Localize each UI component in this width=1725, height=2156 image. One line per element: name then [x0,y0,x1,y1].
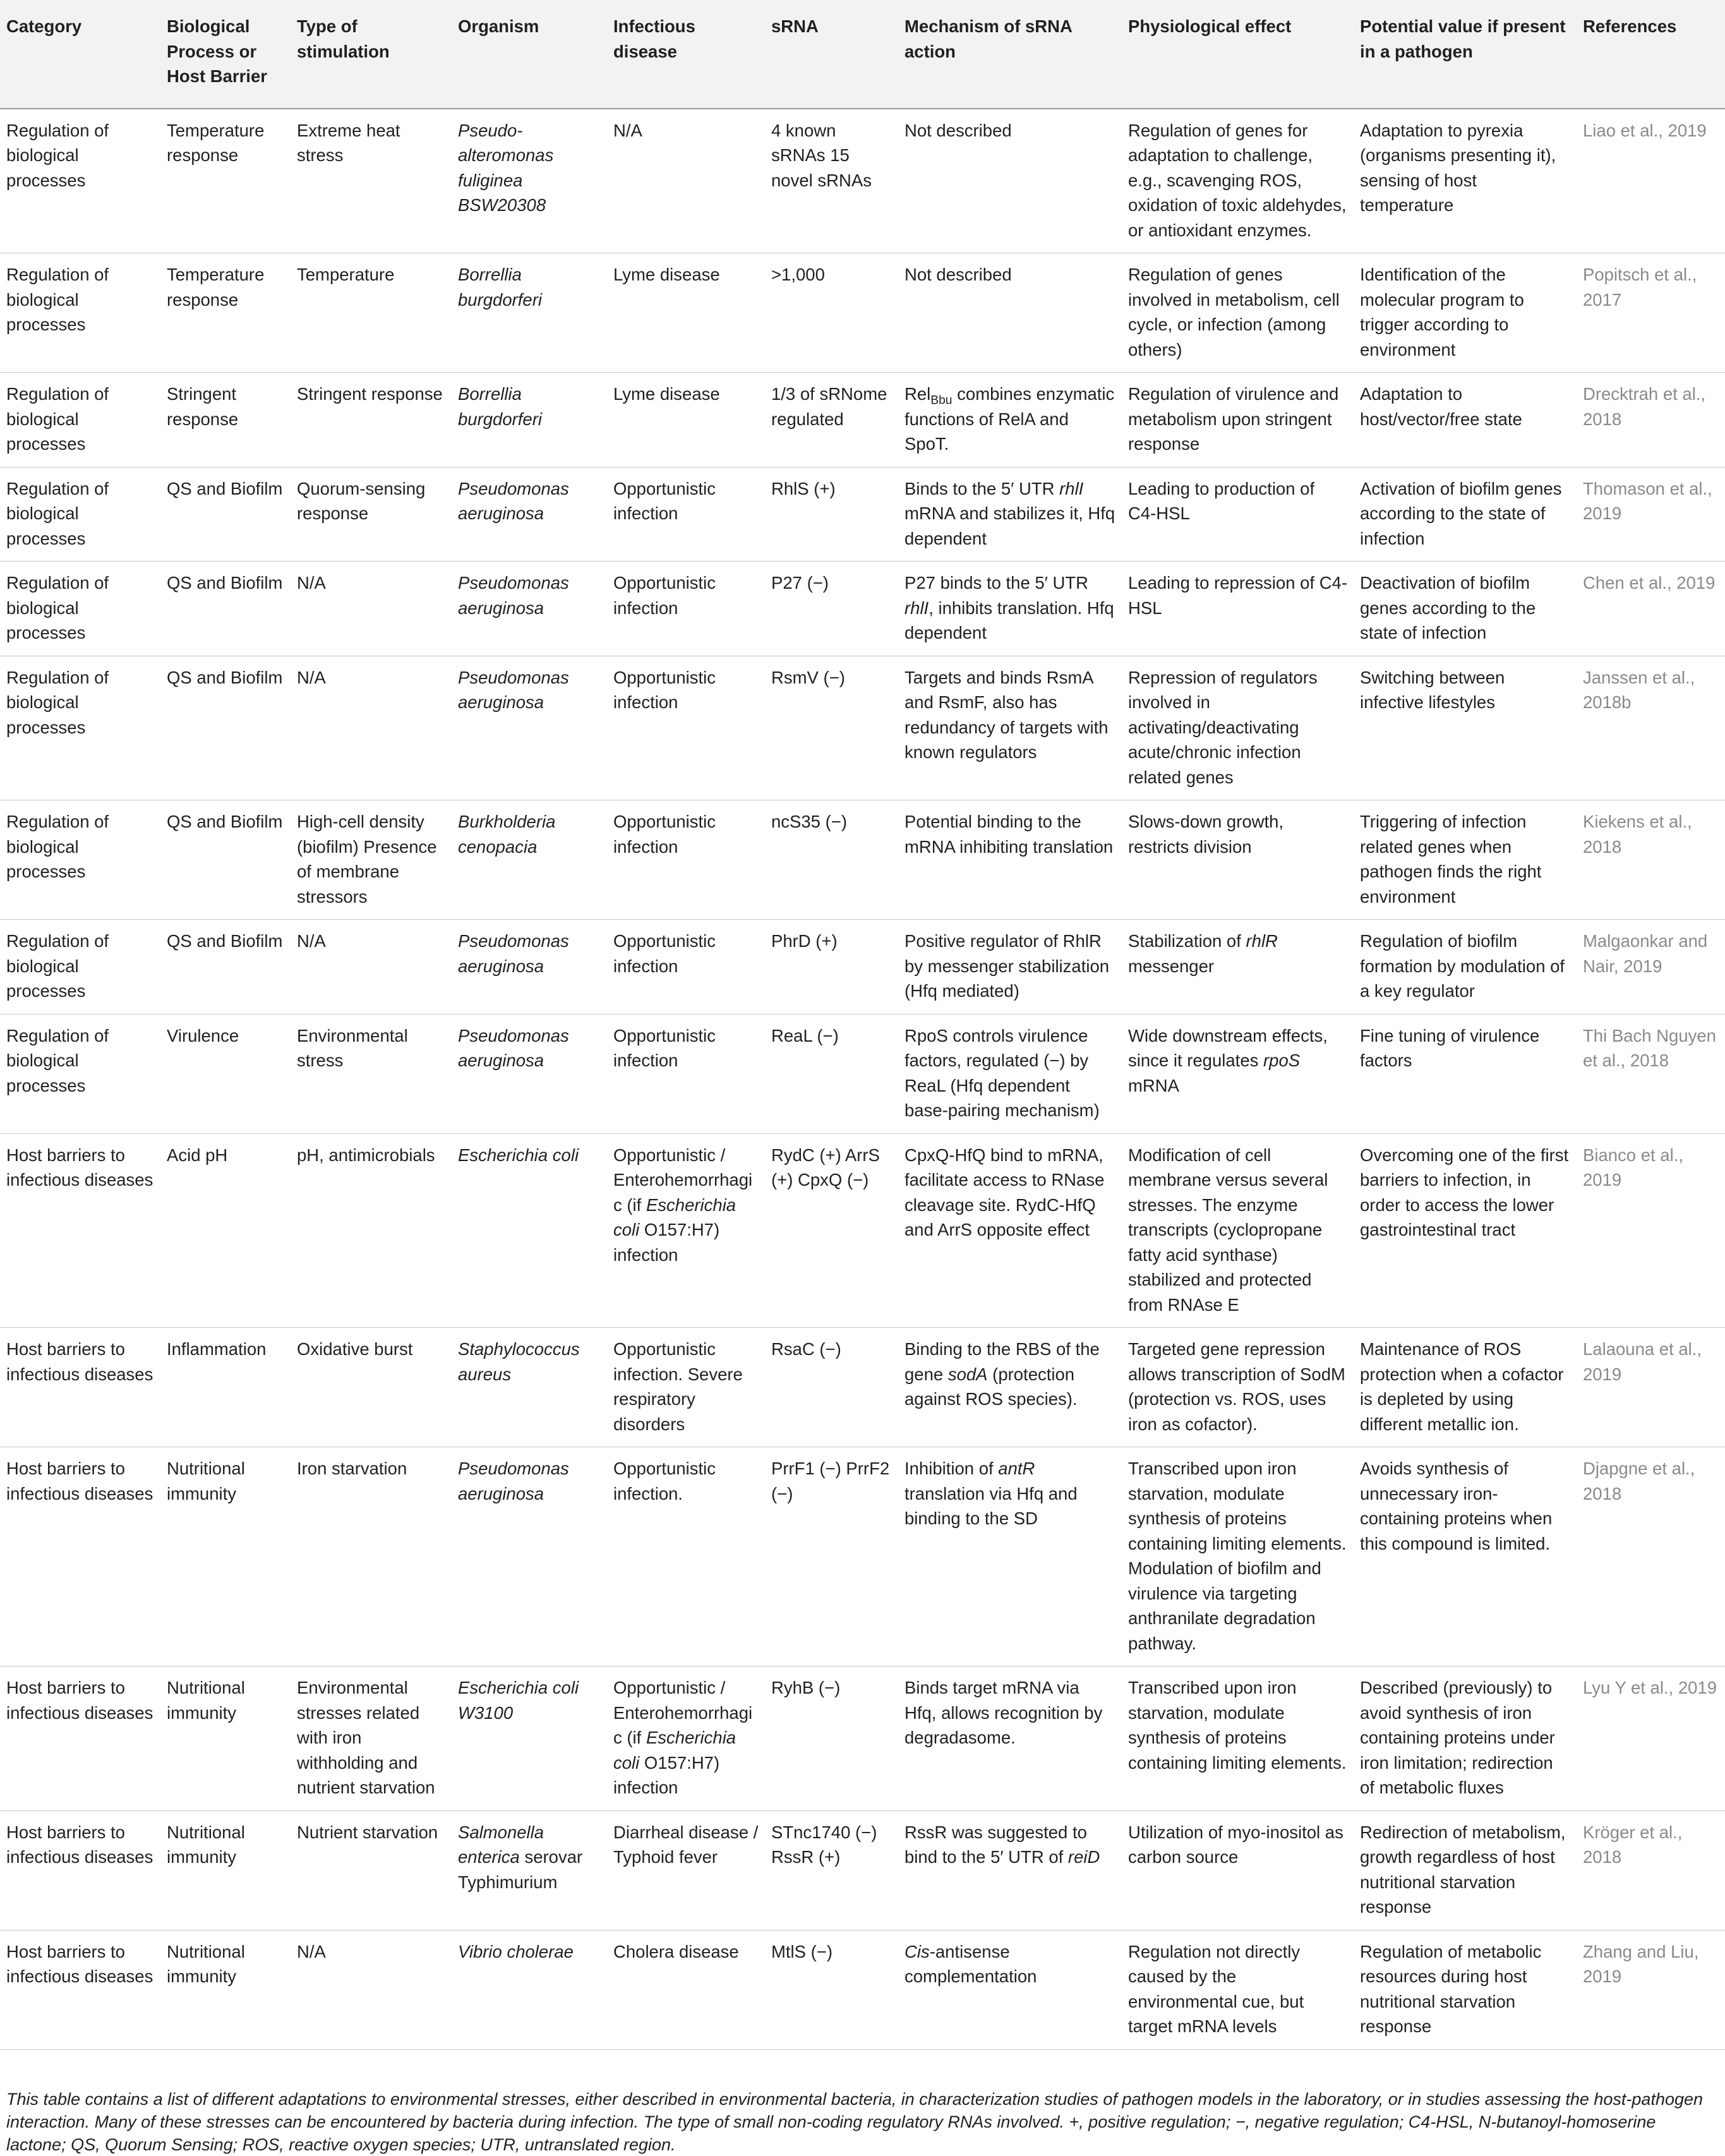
cell-value: Avoids synthesis of unnecessary iron-containing proteins when this compound is limited. [1360,1459,1553,1553]
mechanism-text-a: Inhibition of [905,1459,999,1478]
cell-value: Deactivation of biofilm genes according to the state of infection [1360,573,1536,642]
cell-organism: Pseudo-alteromonas fuliginea BSW20308 [458,120,554,215]
cell-reference: Malgaonkar and Nair, 2019 [1583,931,1708,976]
cell-disease: Cholera disease [613,1941,739,1961]
cell-srna: ReaL (−) [771,1025,839,1045]
cell-reference: Lalaouna et al., 2019 [1583,1339,1702,1384]
cell-effect: Regulation of genes for adaptation to challenge, e.g., scavenging ROS, oxidation of toxic aldehydes, or antioxidant enzymes. [1128,120,1347,240]
cell-mechanism [898,467,1122,562]
cell-process: Nutritional immunity [167,1459,245,1503]
cell-process: Nutritional immunity [167,1822,245,1867]
table-row [0,656,1725,800]
cell-stimulation: Oxidative burst [297,1339,413,1359]
cell-category: Regulation of biological processes [6,812,109,881]
header-stimulation: Type of stimulation [291,0,452,109]
cell-value: Adaptation to pyrexia (organisms presenting it), sensing of host temperature [1360,120,1556,215]
cell-reference: Liao et al., 2019 [1583,120,1707,140]
cell-organism: Pseudomonas aeruginosa [458,1459,569,1503]
mechanism-gene: reiD [1067,1847,1100,1867]
header-organism: Organism [452,0,607,109]
cell-effect: Transcribed upon iron starvation, modulate synthesis of proteins containing limiting elements. [1128,1678,1347,1773]
cell-mechanism [898,1930,1122,2049]
cell-srna: RyhB (−) [771,1678,841,1697]
effect-text-a: Stabilization of [1128,931,1246,951]
header-value: Potential value if present in a pathogen [1354,0,1577,109]
cell-stimulation: N/A [297,1941,326,1961]
cell-organism: Borrellia burgdorferi [458,384,542,429]
mechanism-gene: rhlI [905,598,929,618]
mechanism-subscript: Bbu [930,394,953,407]
cell-value: Redirection of metabolism, growth regardless of host nutritional starvation response [1360,1822,1566,1917]
cell-organism: Escherichia coli W3100 [458,1678,579,1723]
disease-organism: Escherichia coli [613,1195,736,1239]
cell-reference: Thomason et al., 2019 [1583,478,1712,523]
table-row [0,1447,1725,1666]
cell-disease [607,1666,765,1811]
cell-process: Nutritional immunity [167,1941,245,1986]
cell-effect: Slows-down growth, restricts division [1128,812,1284,857]
cell-reference: Drecktrah et al., 2018 [1583,384,1706,429]
cell-category: Regulation of biological processes [6,478,109,548]
cell-organism: Pseudomonas aeruginosa [458,931,569,976]
cell-srna: RhlS (+) [771,478,836,498]
cell-stimulation: Iron starvation [297,1459,407,1478]
cell-reference: Kiekens et al., 2018 [1583,812,1692,857]
cell-category: Host barriers to infectious diseases [6,1678,153,1723]
cell-process: QS and Biofilm [167,573,283,593]
cell-reference: Djapgne et al., 2018 [1583,1459,1695,1503]
cell-process: QS and Biofilm [167,931,283,951]
cell-value: Regulation of metabolic resources during host nutritional starvation response [1360,1941,1542,2036]
header-effect: Physiological effect [1122,0,1354,109]
cell-value: Regulation of biofilm formation by modulation of a key regulator [1360,931,1565,1001]
cell-mechanism [898,373,1122,467]
cell-effect [1122,920,1354,1015]
mechanism-text-a: Binding to the RBS of the gene [905,1339,1100,1384]
cell-mechanism [898,562,1122,656]
cell-disease: Opportunistic infection [613,812,716,857]
cell-stimulation: Stringent response [297,384,443,404]
cell-srna: MtlS (−) [771,1941,833,1961]
cell-srna: RydC (+) ArrS (+) CpxQ (−) [771,1145,880,1189]
cell-category: Host barriers to infectious diseases [6,1459,153,1503]
cell-category: Regulation of biological processes [6,384,109,454]
cell-disease: Opportunistic infection [613,478,716,523]
table-row [0,800,1725,920]
cell-effect: Regulation not directly caused by the environmental cue, but target mRNA levels [1128,1941,1304,2036]
cell-srna: ncS35 (−) [771,812,847,831]
cell-effect: Utilization of myo-inositol as carbon source [1128,1822,1343,1867]
cell-reference: Lyu Y et al., 2019 [1583,1678,1717,1697]
cell-process: Virulence [167,1025,239,1045]
cell-srna: PrrF1 (−) PrrF2 (−) [771,1459,890,1503]
table-row [0,1014,1725,1133]
cell-effect: Regulation of virulence and metabolism upon stringent response [1128,384,1339,454]
cell-effect [1122,1014,1354,1133]
cell-mechanism: Potential binding to the mRNA inhibiting translation [905,812,1114,857]
cell-effect: Targeted gene repression allows transcription of SodM (protection vs. ROS, uses iron as cofactor). [1128,1339,1345,1434]
header-mechanism: Mechanism of sRNA action [898,0,1122,109]
organism-species: Salmonella enterica [458,1822,544,1867]
cell-category: Regulation of biological processes [6,667,109,737]
cell-disease: Lyme disease [613,384,720,404]
cell-mechanism [898,1447,1122,1666]
cell-value: Overcoming one of the first barriers to infection, in order to access the lower gastrointestinal tract [1360,1145,1569,1239]
mechanism-gene: sodA [947,1364,988,1384]
mechanism-text-b: translation via Hfq and binding to the SD [905,1483,1078,1528]
mechanism-text-b: -antisense complementation [905,1941,1037,1986]
cell-effect: Modification of cell membrane versus several stresses. The enzyme transcripts (cyclopropane fatty acid synthase) stabilized and protected from RNAse E [1128,1145,1328,1315]
mechanism-gene: antR [998,1459,1035,1478]
cell-srna: 1/3 of sRNome regulated [771,384,887,429]
mechanism-text-b: (protection against ROS species). [905,1364,1078,1409]
cell-effect: Leading to production of C4-HSL [1128,478,1315,523]
cell-reference: Chen et al., 2019 [1583,573,1716,593]
cell-value: Activation of biofilm genes according to the state of infection [1360,478,1562,548]
cell-process: Acid pH [167,1145,228,1165]
cell-process: Inflammation [167,1339,267,1359]
cell-disease: Opportunistic infection. [613,1459,716,1503]
header-references: References [1577,0,1725,109]
cell-value: Fine tuning of virulence factors [1360,1025,1540,1070]
disease-text-b: O157:H7) infection [613,1752,720,1797]
mechanism-text-a: P27 binds to the 5′ UTR [905,573,1089,593]
mechanism-text-b: , inhibits translation. Hfq dependent [905,598,1114,642]
cell-organism [452,1810,607,1930]
cell-mechanism: RpoS controls virulence factors, regulated (−) by ReaL (Hfq dependent base-pairing mechanism) [905,1025,1100,1120]
table-row [0,1930,1725,2049]
header-category: Category [0,0,160,109]
organism-serovar: serovar Typhimurium [458,1847,583,1892]
header-srna: sRNA [765,0,898,109]
cell-stimulation: Temperature [297,265,395,284]
cell-srna: STnc1740 (−) RssR (+) [771,1822,877,1867]
table-row [0,1810,1725,1930]
cell-reference: Zhang and Liu, 2019 [1583,1941,1699,1986]
mechanism-gene: rhlI [1059,478,1084,498]
effect-gene: rhlR [1246,931,1278,951]
cell-category: Regulation of biological processes [6,573,109,642]
cell-mechanism [898,1810,1122,1930]
cell-disease [607,1133,765,1328]
cell-process: Stringent response [167,384,239,429]
cell-mechanism [898,1328,1122,1447]
disease-text-b: O157:H7) infection [613,1220,720,1265]
cell-process: QS and Biofilm [167,478,283,498]
cell-process: Nutritional immunity [167,1678,245,1723]
cell-stimulation: pH, antimicrobials [297,1145,435,1165]
cell-organism: Pseudomonas aeruginosa [458,573,569,618]
cell-srna: PhrD (+) [771,931,838,951]
cell-disease: Opportunistic infection [613,667,716,712]
cell-category: Host barriers to infectious diseases [6,1339,153,1384]
disease-text-a: Opportunistic / Enterohemorrhagic (if [613,1678,753,1747]
header-disease: Infectious disease [607,0,765,109]
table-row [0,920,1725,1015]
cell-value: Switching between infective lifestyles [1360,667,1505,712]
header-process: Biological Process or Host Barrier [160,0,291,109]
cell-effect: Repression of regulators involved in activating/deactivating acute/chronic infection related genes [1128,667,1318,787]
cell-organism: Staphylococcus aureus [458,1339,580,1384]
cell-srna: RsmV (−) [771,667,845,687]
cell-srna: >1,000 [771,265,825,284]
cell-process: QS and Biofilm [167,667,283,687]
disease-text-a: Opportunistic / Enterohemorrhagic (if [613,1145,753,1215]
cell-category: Regulation of biological processes [6,265,109,334]
table-footnote: This table contains a list of different adaptations to environmental stresses, either described in environmental bacteria, in characterization studies of pathogen models in the laboratory, or in studies assessing the host-pathogen interaction. Many of these stresses can be encountered by bacteria during infection. The type of small non-coding regulatory RNAs involved. +, positive regulation; −, negative regulation; C4-HSL, N-butanoyl-homoserine lactone; QS, Quorum Sensing; ROS, reactive oxygen species; UTR, untranslated region. [6,2090,1704,2154]
cell-value: Identification of the molecular program to trigger according to environment [1360,265,1524,359]
table-row [0,109,1725,253]
cell-srna: RsaC (−) [771,1339,841,1359]
cell-stimulation: Extreme heat stress [297,120,400,165]
cell-srna: P27 (−) [771,573,829,593]
cell-disease: Diarrheal disease / Typhoid fever [613,1822,759,1867]
cell-stimulation: N/A [297,931,326,951]
cell-effect: Leading to repression of C4-HSL [1128,573,1348,618]
cell-organism: Borrellia burgdorferi [458,265,542,310]
table-row [0,1133,1725,1328]
cell-category: Host barriers to infectious diseases [6,1941,153,1986]
cell-disease: Opportunistic infection [613,573,716,618]
cell-effect: Regulation of genes involved in metabolism, cell cycle, or infection (among others) [1128,265,1340,359]
cell-stimulation: Environmental stresses related with iron withholding and nutrient starvation [297,1678,435,1797]
cell-disease: Opportunistic infection. Severe respiratory disorders [613,1339,743,1434]
table-row [0,467,1725,562]
mechanism-text-pre: Rel [905,384,931,404]
table-row [0,373,1725,467]
cell-process: Temperature response [167,120,265,165]
cell-mechanism: Not described [905,120,1012,140]
table-header-row [0,0,1725,109]
mechanism-text-a: RssR was suggested to bind to the 5′ UTR of [905,1822,1087,1867]
cell-category: Regulation of biological processes [6,931,109,1001]
cell-stimulation: Quorum-sensing response [297,478,426,523]
cell-effect: Transcribed upon iron starvation, modulate synthesis of proteins containing limiting elements. Modulation of biofilm and virulence via targeting anthranilate degradation pathway. [1128,1459,1347,1653]
table-row [0,253,1725,373]
mechanism-text-a: Binds to the 5′ UTR [905,478,1060,498]
effect-text-b: messenger [1128,956,1215,976]
cell-disease: N/A [613,120,642,140]
cell-organism: Burkholderia cenopacia [458,812,556,857]
cell-value: Maintenance of ROS protection when a cofactor is depleted by using different metallic ion. [1360,1339,1564,1434]
cell-mechanism: Binds target mRNA via Hfq, allows recognition by degradasome. [905,1678,1103,1747]
cell-process: Temperature response [167,265,265,310]
cell-mechanism: Positive regulator of RhlR by messenger stabilization (Hfq mediated) [905,931,1110,1001]
mechanism-cis: Cis [905,1941,930,1961]
table-row [0,1328,1725,1447]
cell-value: Adaptation to host/vector/free state [1360,384,1522,429]
mechanism-text: combines enzymatic functions of RelA and SpoT. [905,384,1115,454]
mechanism-text-b: mRNA and stabilizes it, Hfq dependent [905,503,1115,548]
cell-stimulation: Environmental stress [297,1025,408,1070]
effect-text-a: Wide downstream effects, since it regulates [1128,1025,1328,1070]
cell-process: QS and Biofilm [167,812,283,831]
cell-organism: Pseudomonas aeruginosa [458,478,569,523]
cell-organism: Pseudomonas aeruginosa [458,1025,569,1070]
cell-stimulation: Nutrient starvation [297,1822,438,1842]
cell-reference: Popitsch et al., 2017 [1583,265,1697,310]
disease-organism: Escherichia coli [613,1728,736,1773]
cell-reference: Kröger et al., 2018 [1583,1822,1683,1867]
effect-gene: rpoS [1263,1051,1301,1070]
cell-reference: Janssen et al., 2018b [1583,667,1695,712]
cell-value: Described (previously) to avoid synthesis of iron containing proteins under iron limitation; redirection of metabolic fluxes [1360,1678,1555,1797]
cell-value: Triggering of infection related genes when pathogen finds the right environment [1360,812,1542,906]
cell-mechanism: CpxQ-HfQ bind to mRNA, facilitate access to RNase cleavage site. RydC-HfQ and ArrS opposite effect [905,1145,1105,1239]
cell-category: Host barriers to infectious diseases [6,1822,153,1867]
cell-disease: Lyme disease [613,265,720,284]
cell-mechanism: Not described [905,265,1012,284]
cell-stimulation: High-cell density (biofilm) Presence of membrane stressors [297,812,437,906]
cell-reference: Thi Bach Nguyen et al., 2018 [1583,1025,1716,1070]
cell-stimulation: N/A [297,667,326,687]
cell-organism: Pseudomonas aeruginosa [458,667,569,712]
cell-disease: Opportunistic infection [613,1025,716,1070]
effect-text-b: mRNA [1128,1075,1179,1095]
cell-organism: Escherichia coli [458,1145,579,1165]
cell-reference: Bianco et al., 2019 [1583,1145,1683,1189]
cell-category: Regulation of biological processes [6,1025,109,1095]
table-row [0,562,1725,656]
cell-organism: Vibrio cholerae [458,1941,574,1961]
table-row [0,1666,1725,1811]
cell-category: Regulation of biological processes [6,120,109,190]
cell-mechanism: Targets and binds RsmA and RsmF, also has redundancy of targets with known regulators [905,667,1109,762]
cell-stimulation: N/A [297,573,326,593]
cell-category: Host barriers to infectious diseases [6,1145,153,1189]
cell-srna: 4 known sRNAs 15 novel sRNAs [771,120,872,190]
cell-disease: Opportunistic infection [613,931,716,976]
